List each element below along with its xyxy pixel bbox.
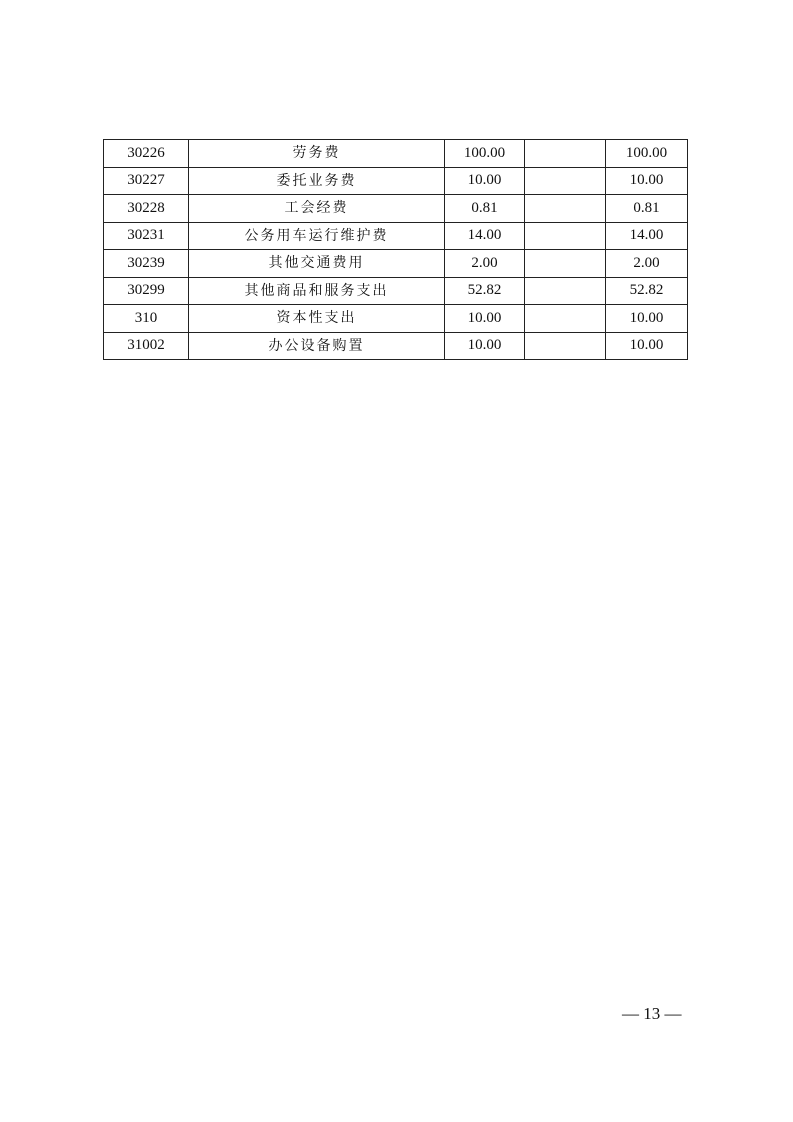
basic-amount-cell (525, 195, 606, 223)
total-amount-cell: 52.82 (445, 277, 525, 305)
account-name-cell: 委托业务费 (189, 167, 445, 195)
project-amount-cell: 0.81 (606, 195, 688, 223)
total-amount-cell: 0.81 (445, 195, 525, 223)
account-code-cell: 31002 (104, 332, 189, 360)
project-amount-cell: 10.00 (606, 305, 688, 333)
table-row (104, 140, 688, 168)
account-name-cell: 资本性支出 (189, 305, 445, 333)
table-row (104, 250, 688, 278)
table-row (104, 195, 688, 223)
basic-amount-cell (525, 140, 606, 168)
project-amount-cell: 2.00 (606, 250, 688, 278)
account-code-cell: 30231 (104, 222, 189, 250)
basic-amount-cell (525, 305, 606, 333)
table-row (104, 332, 688, 360)
basic-amount-cell (525, 250, 606, 278)
table-body (104, 140, 688, 360)
total-amount-cell: 10.00 (445, 332, 525, 360)
project-amount-cell: 10.00 (606, 167, 688, 195)
project-amount-cell: 14.00 (606, 222, 688, 250)
table-row (104, 277, 688, 305)
account-code-cell: 310 (104, 305, 189, 333)
account-name-cell: 其他商品和服务支出 (189, 277, 445, 305)
page-number: — 13 — (622, 1004, 682, 1023)
table-row (104, 167, 688, 195)
basic-amount-cell (525, 167, 606, 195)
total-amount-cell: 14.00 (445, 222, 525, 250)
project-amount-cell: 52.82 (606, 277, 688, 305)
account-name-cell: 公务用车运行维护费 (189, 222, 445, 250)
table-row (104, 222, 688, 250)
basic-amount-cell (525, 222, 606, 250)
account-code-cell: 30228 (104, 195, 189, 223)
basic-amount-cell (525, 277, 606, 305)
account-name-cell: 办公设备购置 (189, 332, 445, 360)
account-name-cell: 工会经费 (189, 195, 445, 223)
expenditure-table (103, 139, 688, 360)
account-code-cell: 30226 (104, 140, 189, 168)
total-amount-cell: 10.00 (445, 305, 525, 333)
total-amount-cell: 2.00 (445, 250, 525, 278)
total-amount-cell: 100.00 (445, 140, 525, 168)
basic-amount-cell (525, 332, 606, 360)
project-amount-cell: 10.00 (606, 332, 688, 360)
project-amount-cell: 100.00 (606, 140, 688, 168)
account-code-cell: 30239 (104, 250, 189, 278)
account-name-cell: 其他交通费用 (189, 250, 445, 278)
table-row (104, 305, 688, 333)
total-amount-cell: 10.00 (445, 167, 525, 195)
account-code-cell: 30227 (104, 167, 189, 195)
account-name-cell: 劳务费 (189, 140, 445, 168)
account-code-cell: 30299 (104, 277, 189, 305)
